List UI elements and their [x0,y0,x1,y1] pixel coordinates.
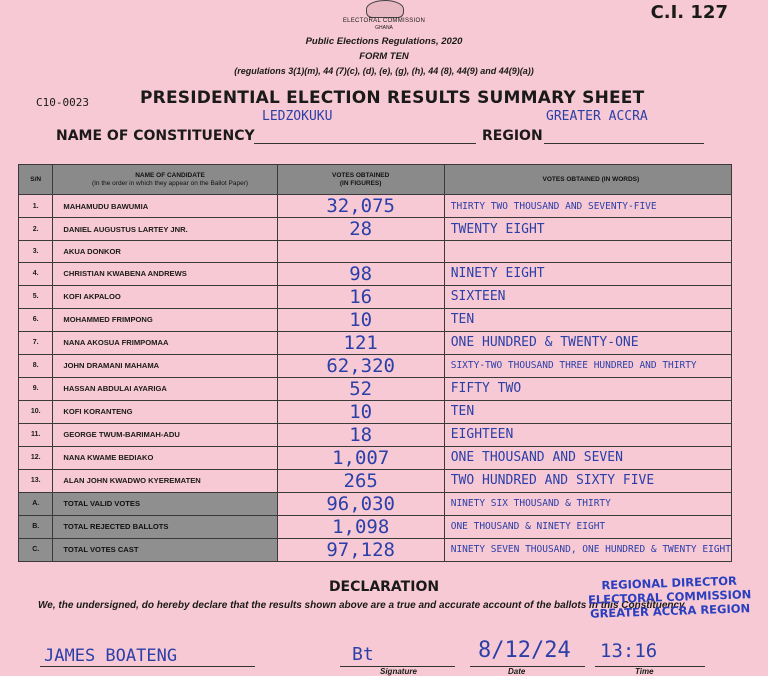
declaration-heading: DECLARATION [328,579,440,595]
candidate-name-cell: GEORGE TWUM-BARIMAH-ADU [53,423,277,446]
form-name: FORM TEN [359,51,409,62]
sn-cell: B. [19,515,53,538]
votes-figures-cell: 52 [277,377,444,400]
votes-figures-cell: 265 [277,469,444,492]
sn-cell: 6. [19,308,53,331]
candidate-row [19,377,732,400]
total-row [19,538,732,561]
sn-cell: 3. [19,241,53,263]
signature-label: Signature [380,667,417,676]
sn-cell: 11. [19,423,53,446]
votes-figures-cell: 62,320 [277,354,444,377]
sn-cell: 8. [19,354,53,377]
constituency-value: LEDZOKUKU [262,109,333,124]
candidate-name-cell: KOFI KORANTENG [53,400,277,423]
votes-figures-cell: 121 [277,331,444,354]
name-line [40,666,255,667]
votes-figures-cell: 97,128 [277,538,444,561]
votes-words-cell: TEN [444,400,731,423]
sn-cell: 9. [19,377,53,400]
constituency-label: NAME OF CONSTITUENCY [56,128,255,144]
votes-figures-cell: 96,030 [277,492,444,515]
votes-words-cell: TWENTY EIGHT [444,218,731,241]
candidate-row [19,285,732,308]
votes-figures-cell: 1,098 [277,515,444,538]
sn-cell: 4. [19,262,53,285]
candidate-row [19,308,732,331]
votes-figures-cell: 16 [277,285,444,308]
candidate-row [19,423,732,446]
coat-of-arms-icon [366,0,404,18]
total-row [19,515,732,538]
constituency-line [254,143,476,144]
votes-figures-cell: 10 [277,400,444,423]
votes-words-cell [444,241,731,263]
candidate-name-cell: MOHAMMED FRIMPONG [53,308,277,331]
votes-words-cell: FIFTY TWO [444,377,731,400]
sn-cell: A. [19,492,53,515]
votes-words-cell: EIGHTEEN [444,423,731,446]
votes-words-cell: ONE THOUSAND AND SEVEN [444,446,731,469]
signature: Bt [352,644,374,665]
candidate-row [19,354,732,377]
candidate-row [19,241,732,263]
official-stamp: REGIONAL DIRECTOR ELECTORAL COMMISSION GREATER ACCRA REGION [587,573,752,621]
presiding-officer-name: JAMES BOATENG [44,646,178,666]
candidate-name-cell: NANA KWAME BEDIAKO [53,446,277,469]
results-table [18,164,732,562]
sn-cell: 1. [19,195,53,218]
date-line [470,666,585,667]
candidate-row [19,469,732,492]
form-code: C10-0023 [36,96,89,109]
declaration-time: 13:16 [600,640,658,662]
candidate-name-cell: JOHN DRAMANI MAHAMA [53,354,277,377]
region-value: GREATER ACCRA [546,109,648,124]
votes-words-cell: NINETY SIX THOUSAND & THIRTY [444,492,731,515]
votes-words-cell: TWO HUNDRED AND SIXTY FIVE [444,469,731,492]
declaration-text: We, the undersigned, do hereby declare that the results shown above are a true and accurate account of the ballots in this Constituency [38,600,685,611]
candidate-row [19,446,732,469]
votes-words-cell: ONE THOUSAND & NINETY EIGHT [444,515,731,538]
votes-figures-cell: 10 [277,308,444,331]
total-row [19,492,732,515]
candidate-name-cell: ALAN JOHN KWADWO KYEREMATEN [53,469,277,492]
votes-figures-cell: 28 [277,218,444,241]
col-name-header: NAME OF CANDIDATE (In the order in which they appear on the Ballot Paper) [53,165,277,195]
votes-figures-cell [277,241,444,263]
sn-cell: 13. [19,469,53,492]
votes-figures-cell: 32,075 [277,195,444,218]
sn-cell: 12. [19,446,53,469]
votes-figures-cell: 98 [277,262,444,285]
candidate-name-cell: TOTAL REJECTED BALLOTS [53,515,277,538]
sn-cell: 7. [19,331,53,354]
candidate-name-cell: HASSAN ABDULAI AYARIGA [53,377,277,400]
candidate-name-cell: TOTAL VOTES CAST [53,538,277,561]
votes-words-cell: TEN [444,308,731,331]
candidate-row [19,400,732,423]
candidate-name-cell: TOTAL VALID VOTES [53,492,277,515]
votes-words-cell: NINETY SEVEN THOUSAND, ONE HUNDRED & TWENTY EIGHT [444,538,731,561]
sn-cell: 10. [19,400,53,423]
candidate-name-cell: DANIEL AUGUSTUS LARTEY JNR. [53,218,277,241]
votes-words-cell: SIXTY-TWO THOUSAND THREE HUNDRED AND THIRTY [444,354,731,377]
votes-figures-cell: 18 [277,423,444,446]
regulations-title: Public Elections Regulations, 2020 [305,36,463,47]
candidate-name-cell: CHRISTIAN KWABENA ANDREWS [53,262,277,285]
country-name: GHANA [375,25,393,31]
sn-cell: 2. [19,218,53,241]
candidate-row [19,195,732,218]
votes-words-cell: THIRTY TWO THOUSAND AND SEVENTY-FIVE [444,195,731,218]
votes-words-cell: NINETY EIGHT [444,262,731,285]
time-label: Time [635,667,654,676]
candidate-row [19,218,732,241]
candidate-name-cell: KOFI AKPALOO [53,285,277,308]
candidate-name-cell: AKUA DONKOR [53,241,277,263]
col-words-header: VOTES OBTAINED (IN WORDS) [444,165,731,195]
votes-words-cell: SIXTEEN [444,285,731,308]
candidate-name-cell: MAHAMUDU BAWUMIA [53,195,277,218]
candidate-name-cell: NANA AKOSUA FRIMPOMAA [53,331,277,354]
votes-figures-cell: 1,007 [277,446,444,469]
candidate-row [19,331,732,354]
col-sn-header: S/N [19,165,53,195]
col-figures-header: VOTES OBTAINED (IN FIGURES) [277,165,444,195]
votes-words-cell: ONE HUNDRED & TWENTY-ONE [444,331,731,354]
region-label: REGION [482,128,543,144]
date-label: Date [508,667,526,676]
declaration-date: 8/12/24 [478,638,571,663]
sn-cell: 5. [19,285,53,308]
page-title: PRESIDENTIAL ELECTION RESULTS SUMMARY SHEET [140,88,645,108]
candidate-row [19,262,732,285]
commission-name: ELECTORAL COMMISSION [342,18,426,24]
regulations-reference: (regulations 3(1)(m), 44 (7)(c), (d), (e), (g), (h), 44 (8), 44(9) and 44(9)(a)) [234,66,534,76]
ci-number: C.I. 127 [650,2,728,23]
sn-cell: C. [19,538,53,561]
region-line [544,143,704,144]
